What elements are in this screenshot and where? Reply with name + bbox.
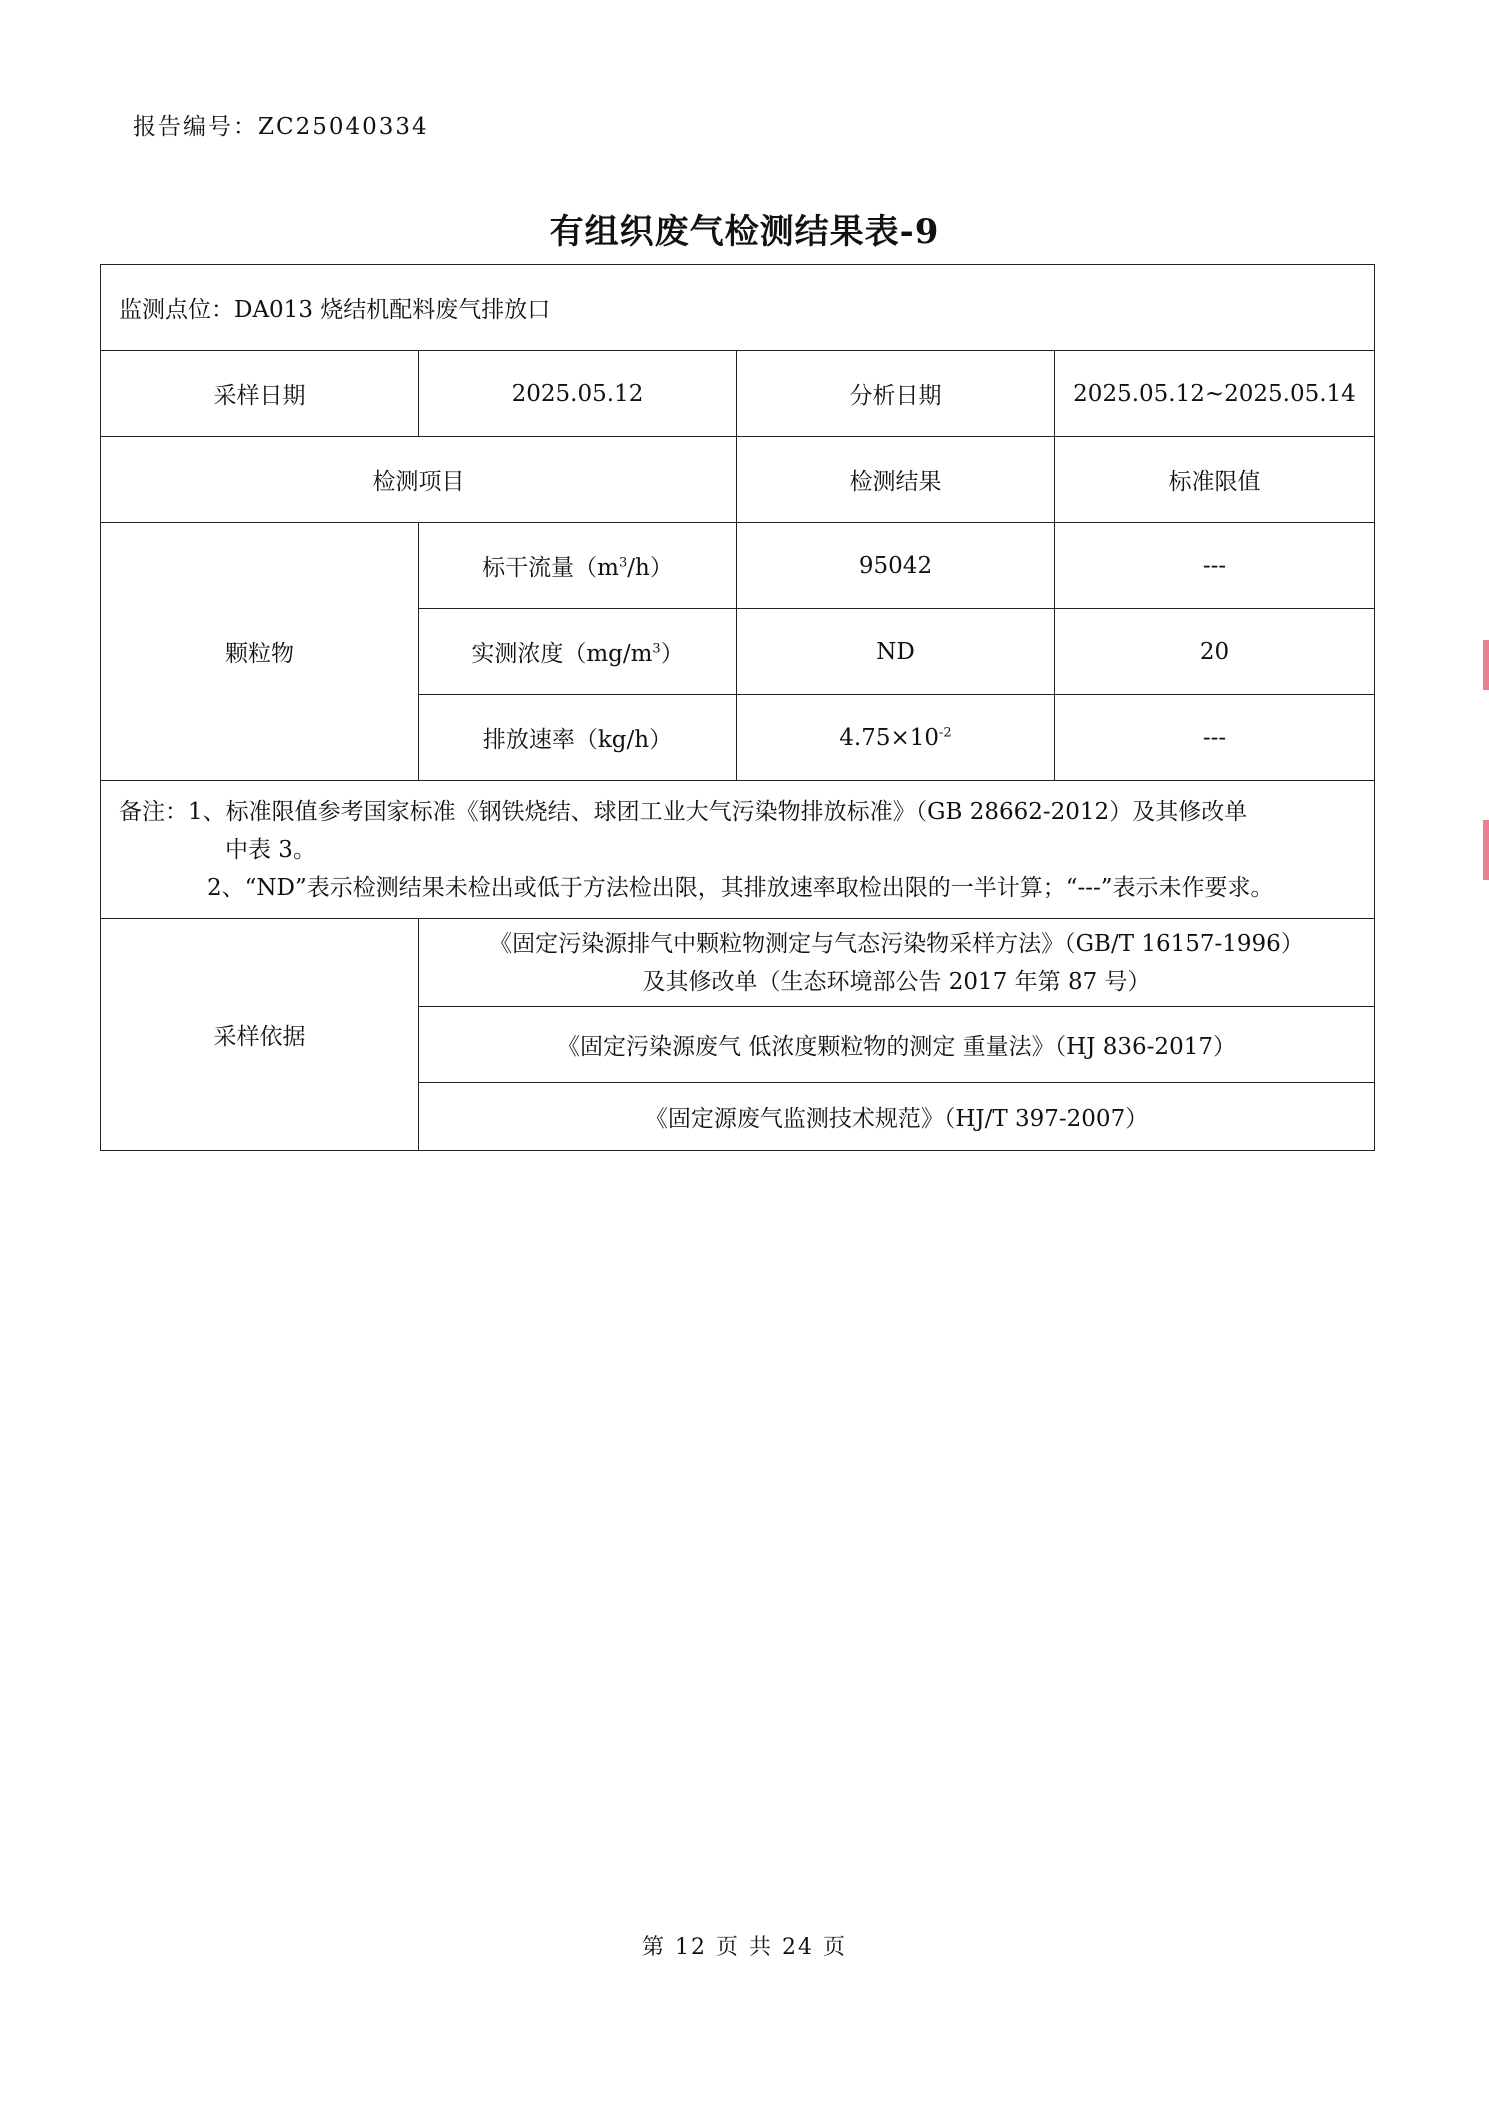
location-row — [101, 265, 1375, 351]
page-title: 有组织废气检测结果表-9 — [549, 212, 940, 252]
result-cell — [737, 609, 1055, 695]
param-text: 实测浓度（mg/m — [471, 641, 653, 667]
page-number: 第 12 页 共 24 页 — [642, 1935, 847, 1960]
result-sup: -2 — [939, 724, 952, 740]
sampling-date-value: 2025.05.12 — [419, 351, 737, 437]
table-row — [101, 523, 1375, 609]
remark-line-2: 2、“ND”表示检测结果未检出或低于方法检出限，其排放速率取检出限的一半计算；“---”表示未作要求。 — [207, 874, 1274, 901]
report-number-value: ZC25040334 — [258, 114, 429, 140]
result-text: 95042 — [858, 552, 933, 579]
remark-line-1b: 中表 3。 — [225, 836, 316, 863]
basis-item: 《固定源废气监测技术规范》（HJ/T 397-2007） — [419, 1083, 1375, 1151]
location-label: 监测点位： — [119, 297, 234, 323]
location-value: DA013 烧结机配料废气排放口 — [234, 297, 551, 323]
param-text: 标干流量（m — [482, 555, 619, 581]
basis-item — [419, 919, 1375, 1007]
param-sup: 3 — [618, 555, 628, 571]
param-cell — [419, 695, 737, 781]
limit-cell: --- — [1055, 695, 1375, 781]
remarks-cell — [101, 781, 1375, 919]
remark-line-1: 备注：1、标准限值参考国家标准《钢铁烧结、球团工业大气污染物排放标准》（GB 28662-2012）及其修改单 — [119, 798, 1248, 825]
stamp-edge-mark — [1483, 640, 1489, 690]
param-cell — [419, 523, 737, 609]
result-text: 4.75×10 — [839, 724, 940, 751]
header-row — [101, 437, 1375, 523]
sampling-date-label: 采样日期 — [101, 351, 419, 437]
stamp-edge-mark — [1483, 820, 1489, 880]
param-cell — [419, 609, 737, 695]
param-tail: ） — [660, 641, 684, 667]
param-tail: /h） — [627, 555, 673, 581]
result-cell — [737, 523, 1055, 609]
basis-item-text: 《固定污染源排气中颗粒物测定与气态污染物采样方法》（GB/T 16157-1996） — [489, 930, 1304, 957]
basis-item-text: 及其修改单（生态环境部公告 2017 年第 87 号） — [642, 968, 1151, 995]
result-text: ND — [876, 638, 915, 665]
col-header-item: 检测项目 — [101, 437, 737, 523]
report-number-label: 报告编号： — [133, 114, 258, 140]
report-number — [133, 108, 429, 141]
location-cell — [101, 265, 1375, 351]
remarks-row — [101, 781, 1375, 919]
col-header-result: 检测结果 — [737, 437, 1055, 523]
param-text: 排放速率（kg/h） — [482, 727, 673, 753]
date-row — [101, 351, 1375, 437]
results-table — [100, 264, 1375, 1151]
limit-cell: 20 — [1055, 609, 1375, 695]
col-header-limit: 标准限值 — [1055, 437, 1375, 523]
basis-item: 《固定污染源废气 低浓度颗粒物的测定 重量法》（HJ 836-2017） — [419, 1007, 1375, 1083]
basis-label: 采样依据 — [101, 919, 419, 1151]
param-sup: 3 — [652, 641, 661, 657]
limit-cell: --- — [1055, 523, 1375, 609]
analysis-date-value: 2025.05.12~2025.05.14 — [1055, 351, 1375, 437]
result-cell — [737, 695, 1055, 781]
basis-row — [101, 919, 1375, 1007]
analysis-date-label: 分析日期 — [737, 351, 1055, 437]
pollutant-cell: 颗粒物 — [101, 523, 419, 781]
